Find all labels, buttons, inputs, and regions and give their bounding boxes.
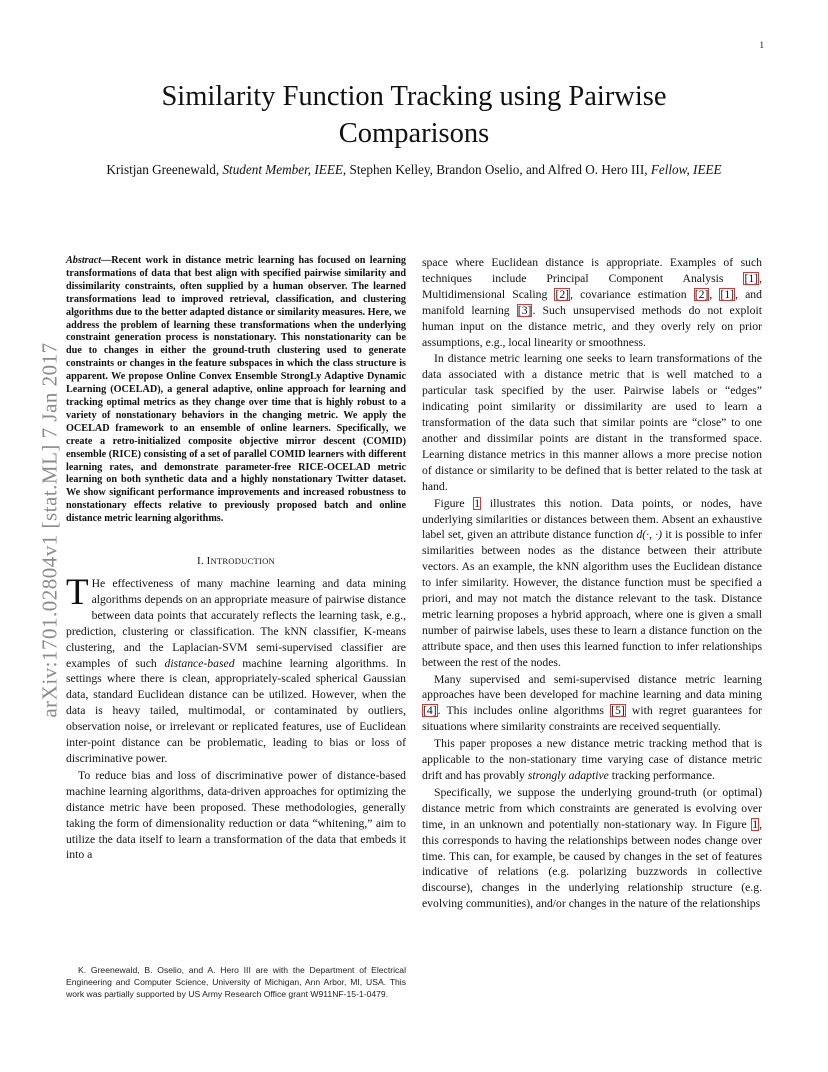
paper-title (60, 78, 768, 152)
intro-paragraph-1 (66, 572, 407, 767)
right-paragraph-6 (422, 785, 762, 912)
text: , and manifold learning (422, 287, 762, 317)
right-paragraph-2: In distance metric learning one seeks to learn transformations of the data associated with a distance metric that is well matched to a particular task specified by the user. Pairwise labels or “edges” indicating point similarity or dissimilarity are used to learn a transformation of the data such that similar points are “close” to one another and dissimilar points are distant in the transformed space. Learning distance metrics in this manner allows a more precise notion of distance or similarity to be defined that is better related to the task at hand. (422, 352, 762, 493)
page-number: 1 (759, 40, 764, 50)
figure-link[interactable]: 1 (474, 496, 481, 510)
author-list (95, 161, 733, 179)
author-text-2: Stephen Kelley, Brandon Oselio, and Alfred O. Hero III, (346, 162, 651, 177)
text: , Multidimensional Scaling (422, 271, 762, 301)
section-number: I. I (197, 555, 211, 568)
text: . This includes online algorithms (437, 704, 611, 718)
math-distance-function: d(·, ·) (636, 528, 663, 542)
section-heading-introduction (66, 555, 406, 567)
intro-p1-text-b: machine learning algorithms. In settings where there is clean, appropriately-scaled spherical Gaussian data, standard Euclidean distance can be utilized. However, when the data is heavy tailed, multimodal, or contaminated by outliers, observation noise, or irrelevant or replicated features, use of Euclidean inter-point distance can be problematic, leading to bias or loss of discriminative power. (66, 656, 407, 765)
title-line-1: Similarity Function Tracking using Pairwise (161, 81, 667, 112)
citation-link[interactable]: [4] (423, 704, 437, 718)
text: with regret guarantees for situations where similarity constraints are received sequentially. (422, 704, 762, 734)
text: space where Euclidean distance is appropriate. Examples of such techniques include Principal Component Analysis (422, 256, 762, 285)
text: This paper proposes a new distance metric tracking method that is applicable to the non-stationary time varying case of distance metric drift and has provably (422, 737, 762, 782)
text: , this corresponds to having the relationships between nodes change over time. This can, for example, be caused by changes in the set of features indicative of relations (e.g. polarizing buzzwords in collective discourse), changes in the underlying relationship structure (e.g. evolving communities), and/or changes in the nature of the relationships (422, 817, 762, 911)
intro-p1-italic: distance-based (164, 656, 235, 670)
text: tracking performance. (608, 769, 715, 782)
text: , covariance estimation (570, 287, 694, 301)
right-column (422, 255, 762, 912)
introduction-text (66, 572, 407, 863)
figure-link[interactable]: 1 (752, 817, 759, 831)
author-affil-2: Fellow, IEEE (650, 162, 722, 177)
text: , (709, 287, 720, 301)
text: . Such unsupervised methods do not exploit human input on the distance metric, and they overly rely on prior assumptions, e.g., local linearity or smoothness. (422, 303, 762, 349)
author-affil-1: Student Member, IEEE, (222, 162, 347, 177)
intro-paragraph-2: To reduce bias and loss of discriminative power of distance-based machine learning algorithms, data-driven approaches for optimizing the distance metric have been proposed. These methodologies, generally taking the form of dimensionality reduction or data “whitening,” aim to utilize the data itself to learn a transformation of the data that embeds it into a (66, 768, 406, 862)
text: Figure (434, 496, 474, 510)
text: Many supervised and semi-supervised distance metric learning approaches have been developed for machine learning and data mining (422, 672, 762, 702)
affiliation-footnote: K. Greenewald, B. Oselio, and A. Hero III are with the Department of Electrical Engineering and Computer Science, University of Michigan, Ann Arbor, MI, USA. This work was partially supported by US Army Research Office grant W911NF-15-1-0479. (66, 965, 406, 1000)
author-text-1: Kristjan Greenewald, (106, 162, 223, 177)
right-paragraph-4 (422, 672, 762, 736)
citation-link[interactable]: [3] (517, 303, 532, 317)
drop-cap: T (66, 572, 89, 614)
section-title: NTRODUCTION (210, 556, 275, 567)
abstract (66, 255, 406, 526)
title-line-2: Comparisons (338, 118, 490, 149)
right-paragraph-1 (422, 255, 762, 350)
emphasis: strongly adaptive (527, 769, 609, 782)
citation-link[interactable]: [2] (555, 287, 570, 301)
right-paragraph-3 (422, 496, 762, 671)
arxiv-identifier-watermark: arXiv:1701.02804v1 [stat.ML] 7 Jan 2017 (37, 342, 62, 718)
abstract-label: Abstract (66, 255, 102, 266)
text: Specifically, we suppose the underlying ground-truth (or optimal) distance metric from which constraints are generated is evolving over time, in an unknown and potentially non-stationary way. In Figure (422, 785, 762, 831)
abstract-text: —Recent work in distance metric learning has focused on learning transformations of data that best align with specified pairwise similarity and dissimilarity constraints, often supplied by a human observer. The learned transformations lead to improved retrieval, classification, and clustering algorithms due to the better adapted distance or similarity measures. Here, we address the problem of learning these transformations when the underlying constraint generation process is nonstationary. This nonstationarity can be due to changes in either the ground-truth clustering used to generate constraints or changes in the feature subspaces in which the class structure is apparent. We propose Online Convex Ensemble StrongLy Adaptive Dynamic Learning (OCELAD), a general adaptive, online approach for learning and tracking optimal metrics as they change over time that is highly robust to a variety of nonstationary behaviors in the changing metric. We apply the OCELAD framework to an ensemble of online learners. Specifically, we create a retro-initialized composite objective mirror descent (COMID) ensemble (RICE) consisting of a set of parallel COMID learners with different learning rates, and demonstrate parameter-free RICE-OCELAD metric learning on both synthetic data and a highly nonstationary Twitter dataset. We show significant performance improvements and increased robustness to nonstationary effects relative to previously proposed batch and online distance metric learning algorithms. (66, 255, 406, 525)
left-column (66, 255, 406, 863)
citation-link[interactable]: [1] (744, 271, 759, 285)
intro-p1-text-a: He effectiveness of many machine learning and data mining algorithms depends on an appropriate measure of pairwise distance between data points that accurately reflects the learning task, e.g., prediction, clustering or classification. The kNN classifier, K-means clustering, and the Laplacian-SVM semi-supervised classifier are examples of such (66, 577, 406, 670)
citation-link[interactable]: [1] (720, 287, 735, 301)
right-paragraph-5 (422, 736, 762, 784)
text: it is possible to infer similarities between nodes as the distance between their attribute vectors. As an example, the kNN algorithm uses the Euclidean distance to infer similarity. However, the distance function must be specified a priori, and may not match the distance relevant to the task. Distance metric learning proposes a hybrid approach, where one is given a small number of pairwise labels, uses these to learn a distance function on the attribute space, and then uses this learned function to infer relationships between the rest of the nodes. (422, 528, 762, 669)
text: illustrates this notion. Data points, or nodes, have underlying similarities or distances between them. Absent an exhaustive label set, given an attribute distance function (422, 496, 763, 542)
citation-link[interactable]: [2] (694, 287, 709, 301)
citation-link[interactable]: [5] (611, 704, 625, 718)
